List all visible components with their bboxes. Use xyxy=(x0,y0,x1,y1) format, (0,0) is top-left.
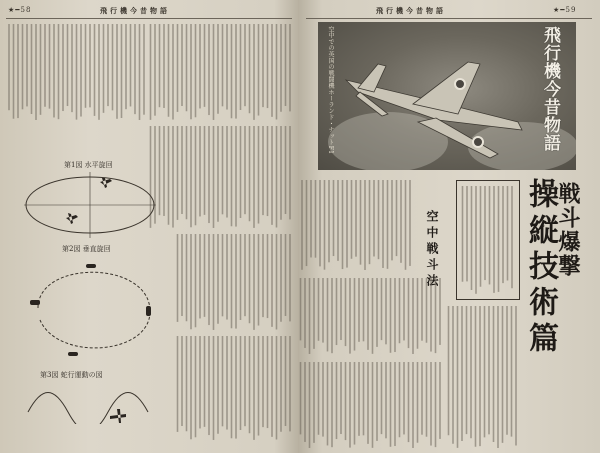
photo-caption: 空中での英国の戦闘機ホーランド・ナットF1 xyxy=(327,26,334,155)
right-running-head: 飛行機今昔物語 xyxy=(376,6,446,15)
feature-title-2: 操縦技術篇 xyxy=(523,178,558,358)
section-heading: 空中戦斗法 xyxy=(425,210,439,290)
figure-2-caption: 第2図 垂直旋回 xyxy=(62,245,111,253)
figure-3-caption: 第3図 蛇行運動の図 xyxy=(40,371,103,379)
left-page-number: ★━58 xyxy=(8,6,32,14)
left-running-head: 飛行機今昔物語 xyxy=(100,6,170,15)
figure-1-caption: 第1図 水平旋回 xyxy=(64,161,113,169)
photo-title: 飛行機今昔物語 xyxy=(540,26,560,152)
feature-title-1: 戦斗爆撃 xyxy=(555,182,581,278)
right-page-number: ★━59 xyxy=(553,6,577,14)
